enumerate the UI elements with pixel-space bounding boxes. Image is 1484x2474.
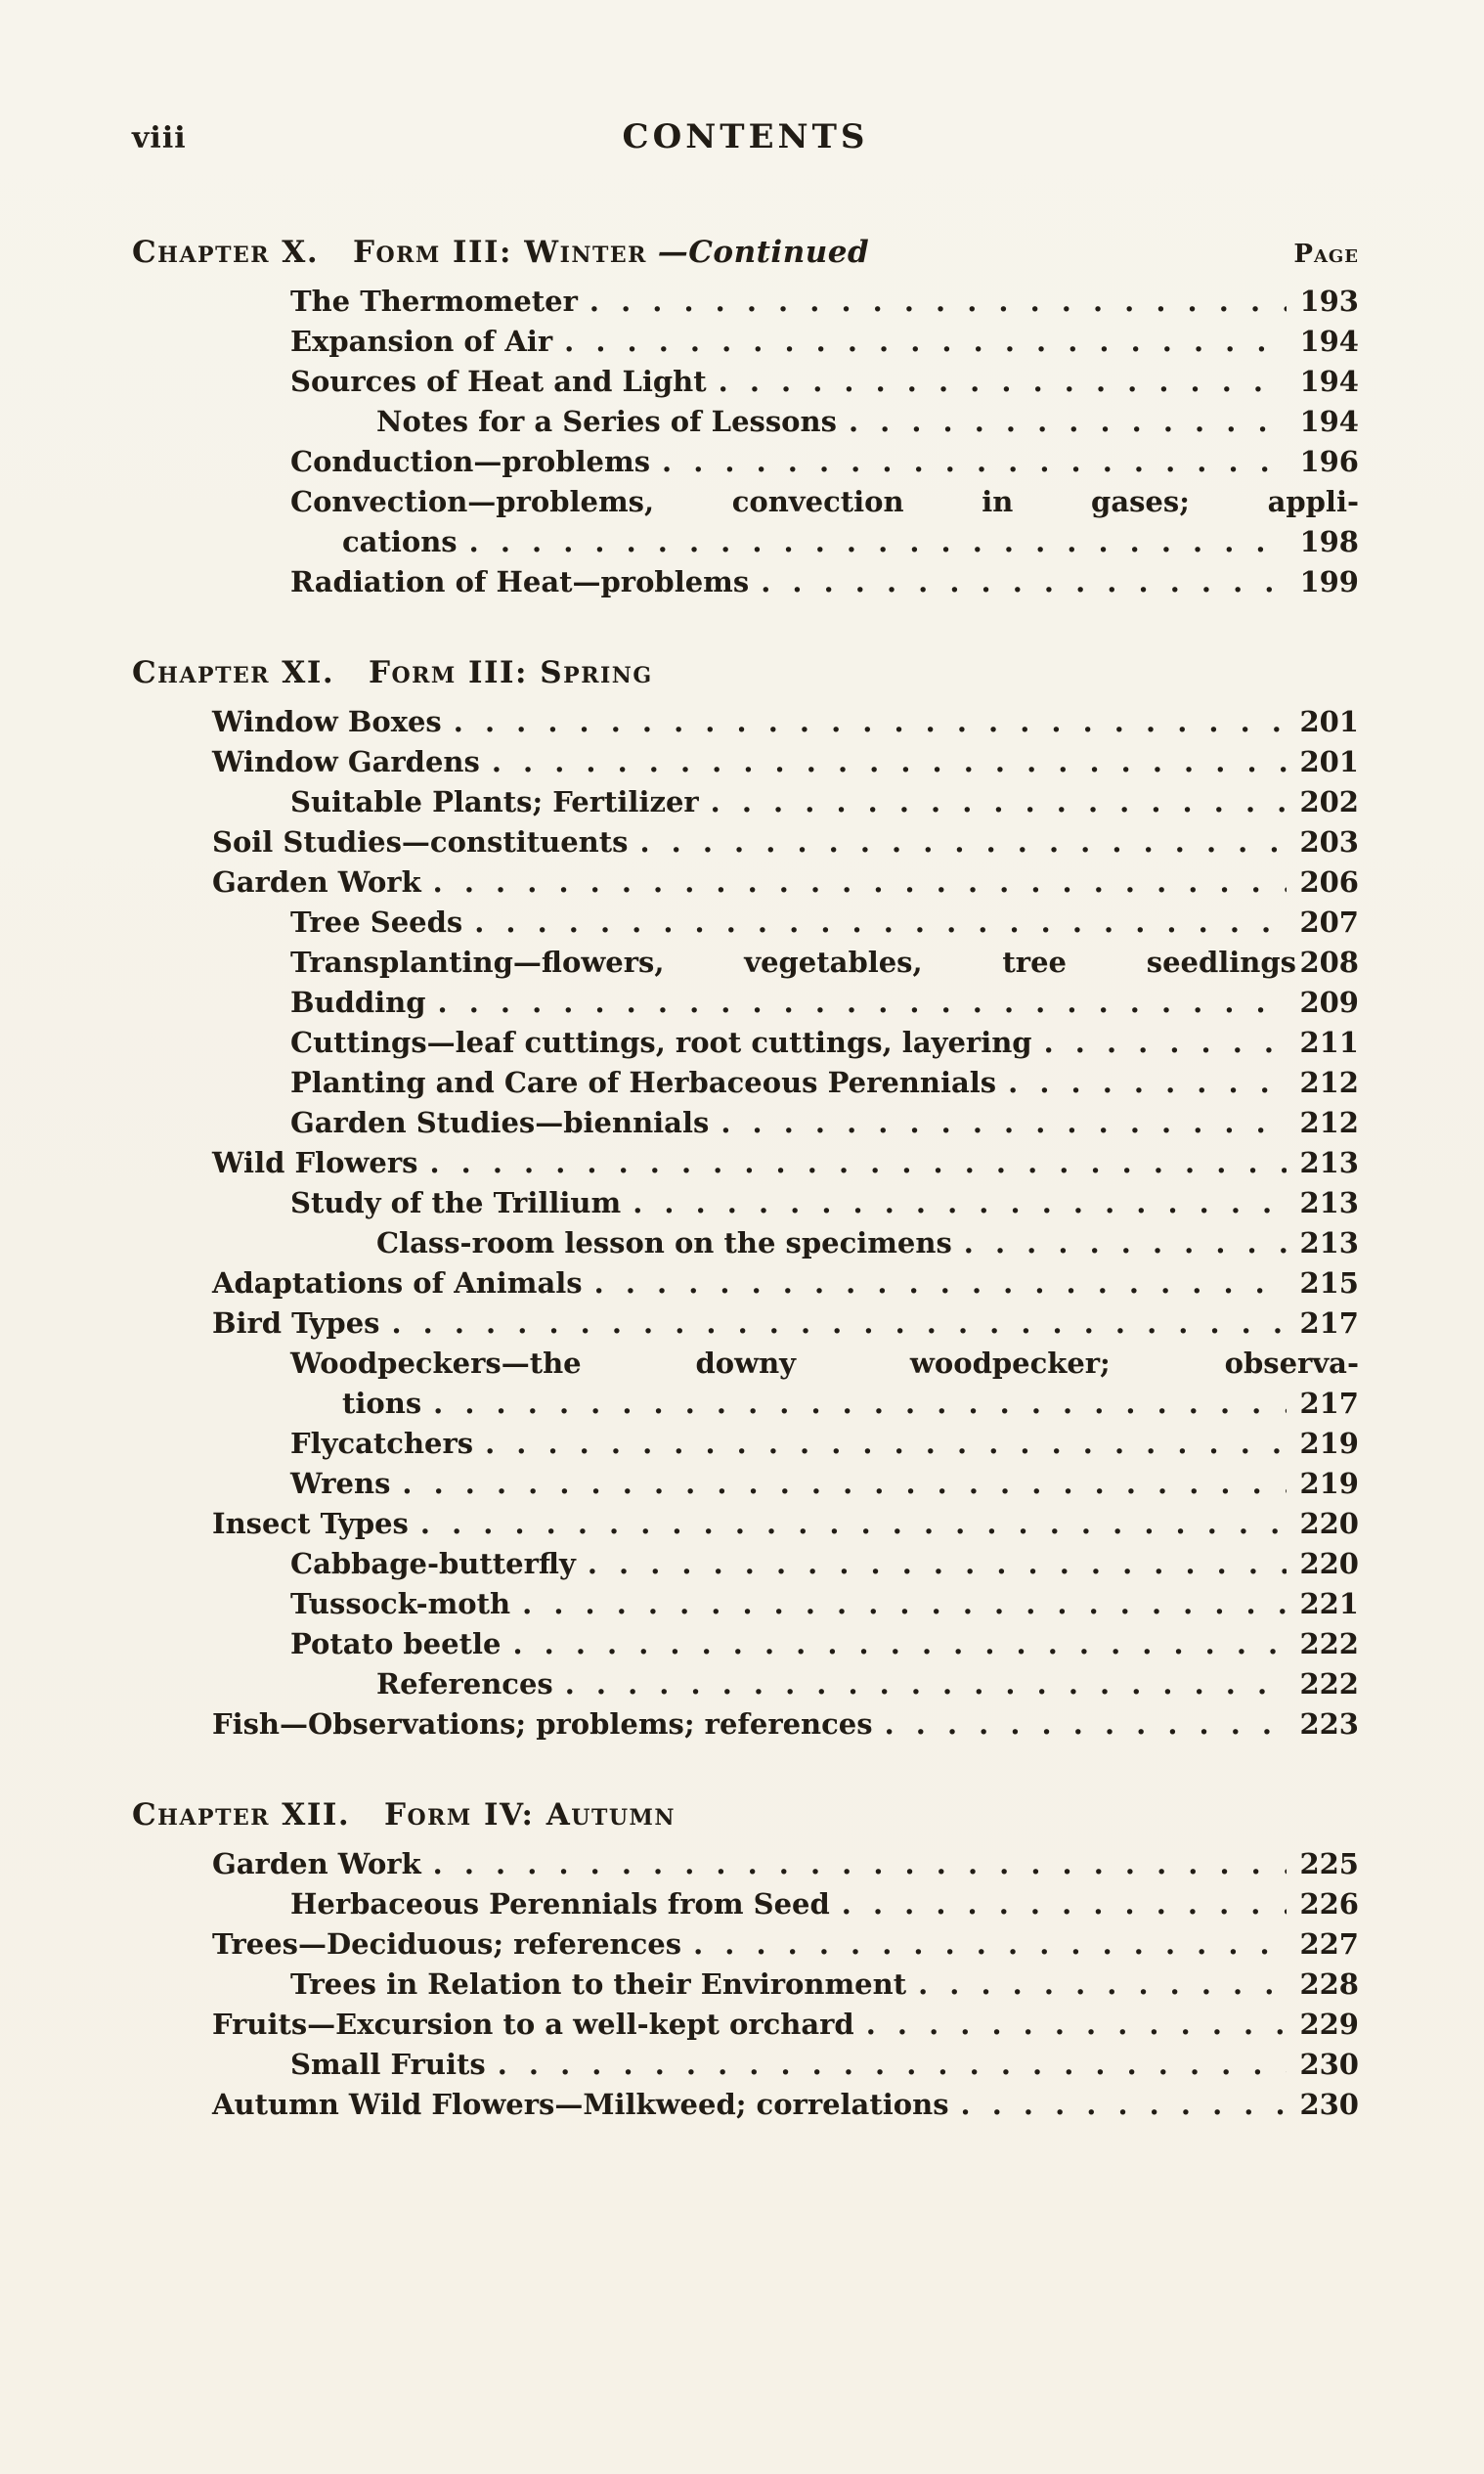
toc-entry-page: 226 [1299,1887,1359,1921]
dot-leader [761,562,1287,602]
toc-entry [132,1183,1359,1223]
toc-entry [132,782,1359,822]
toc-entry-text: tions [342,1387,422,1420]
dot-leader [402,1464,1287,1504]
toc-entry-page: 209 [1299,986,1359,1019]
toc-entry [132,822,1359,862]
dot-leader [429,1143,1287,1183]
toc-entry-text: References [376,1667,553,1701]
toc-entry-text: Transplanting—flowers, vegetables, tree seedlings [290,946,1296,979]
toc-entry-page: 230 [1299,2048,1359,2081]
toc-entry-page: 201 [1299,745,1359,778]
toc-entry-text: Study of the Trillium [290,1186,622,1219]
dot-leader [438,983,1287,1023]
toc-entry-page: 219 [1299,1427,1359,1460]
dot-leader [885,1704,1287,1745]
dot-leader [433,1384,1287,1424]
dot-leader [454,702,1287,742]
toc-entry [132,1143,1359,1183]
dot-leader [498,2045,1287,2085]
chapter-label: Chapter XII. [132,1797,351,1833]
toc-entry-page: 213 [1299,1146,1359,1179]
toc-entry [132,2085,1359,2125]
toc-entry [132,1303,1359,1344]
toc-entry-page: 229 [1299,2008,1359,2041]
toc-entry [132,903,1359,943]
toc-entry-text: Insect Types [212,1507,409,1540]
toc-section [132,1797,1359,2125]
toc-entry [132,1344,1359,1384]
toc-entry [132,522,1359,562]
toc-entry [132,1464,1359,1504]
dot-leader [492,742,1287,782]
toc-entry-text: Expansion of Air [290,325,553,358]
toc-entry-page: 212 [1299,1106,1359,1139]
toc-entry-text: Garden Work [212,865,421,899]
toc-entry [132,1704,1359,1745]
toc-entry-page: 208 [1299,946,1359,979]
toc-entry-text: Class-room lesson on the specimens [376,1226,952,1259]
toc-entry-text: Wrens [290,1467,391,1500]
section-heading [132,235,1359,270]
toc-entry-page: 221 [1299,1587,1359,1620]
toc-entry-text: Suitable Plants; Fertilizer [290,785,699,818]
chapter-heading [132,1797,676,1833]
toc-entry [132,702,1359,742]
toc-entry [132,482,1359,522]
section-heading [132,1797,1359,1833]
toc-entry-page: 222 [1299,1667,1359,1701]
toc-entry-page: 220 [1299,1547,1359,1580]
dot-leader [849,402,1287,442]
toc-entry [132,2045,1359,2085]
toc-entry-page: 213 [1299,1226,1359,1259]
dot-leader [594,1263,1287,1303]
toc-entry [132,1384,1359,1424]
toc-entry-text: Trees in Relation to their Environment [290,1967,907,2001]
entry-list [132,1844,1359,2125]
chapter-form: Form III: Spring [368,655,653,690]
toc-entry [132,1544,1359,1584]
toc-entry-page: 227 [1299,1927,1359,1961]
dot-leader [565,1664,1287,1704]
toc-entry-page: 220 [1299,1507,1359,1540]
toc-entry [132,442,1359,482]
toc-entry [132,1844,1359,1884]
toc-entry-text: Notes for a Series of Lessons [376,405,837,438]
toc-entry-page: 228 [1299,1967,1359,2001]
toc-section [132,235,1359,602]
toc-entry [132,2005,1359,2045]
toc-entry [132,1624,1359,1664]
toc-entry [132,1965,1359,2005]
toc-entry-text: Adaptations of Animals [212,1266,583,1300]
toc-entry [132,1063,1359,1103]
toc-section [132,655,1359,1745]
toc-entry [132,1884,1359,1924]
dot-leader [693,1924,1287,1965]
dot-leader [918,1965,1287,2005]
dot-leader [842,1884,1287,1924]
toc-entry [132,402,1359,442]
running-header [132,117,1359,156]
toc-entry-page: 206 [1299,865,1359,899]
dot-leader [469,522,1287,562]
toc-entry [132,1263,1359,1303]
dot-leader [433,862,1287,903]
toc-entry-text: Trees—Deciduous; references [212,1927,682,1961]
toc-entry [132,983,1359,1023]
dot-leader [588,1544,1287,1584]
toc-entry-text: Tussock-moth [290,1587,511,1620]
toc-entry-page: 212 [1299,1066,1359,1099]
toc-sections [132,235,1359,2125]
toc-entry [132,362,1359,402]
toc-entry-text: Window Boxes [212,705,442,738]
dot-leader [961,2085,1287,2125]
toc-entry [132,1584,1359,1624]
dot-leader [719,362,1287,402]
dot-leader [662,442,1287,482]
toc-entry [132,282,1359,322]
chapter-label: Chapter X. [132,235,320,270]
dot-leader [720,1103,1287,1143]
toc-entry-page: 193 [1299,285,1359,318]
toc-entry-page: 194 [1299,325,1359,358]
chapter-form: Form III: Winter [352,235,647,270]
toc-entry [132,562,1359,602]
toc-entry [132,862,1359,903]
toc-entry-text: The Thermometer [290,285,578,318]
toc-entry-page: 211 [1299,1026,1359,1059]
toc-entry-text: Budding [290,986,426,1019]
chapter-form: Form IV: Autumn [383,1797,676,1833]
toc-entry-text: Conduction—problems [290,445,651,478]
toc-entry [132,742,1359,782]
toc-entry [132,1664,1359,1704]
toc-entry-page: 215 [1299,1266,1359,1300]
dot-leader [866,2005,1287,2045]
toc-entry [132,1023,1359,1063]
toc-entry-page: 223 [1299,1707,1359,1741]
toc-entry-page: 207 [1299,906,1359,939]
toc-entry-text: Garden Studies—biennials [290,1106,710,1139]
toc-entry-text: Bird Types [212,1306,380,1340]
toc-entry-text: Convection—problems, convection in gases; appli- [290,485,1359,518]
toc-entry [132,1924,1359,1965]
page-column-label: Page [1293,240,1359,269]
toc-entry-text: Autumn Wild Flowers—Milkweed; correlations [212,2088,949,2121]
toc-entry-page: 219 [1299,1467,1359,1500]
toc-entry-text: Tree Seeds [290,906,463,939]
page-title: CONTENTS [622,117,869,156]
toc-entry [132,1504,1359,1544]
toc-entry-text: cations [342,525,458,558]
toc-entry-text: Garden Work [212,1847,421,1880]
toc-entry-page: 230 [1299,2088,1359,2121]
toc-entry-page: 217 [1299,1306,1359,1340]
entry-list [132,282,1359,602]
dot-leader [633,1183,1287,1223]
toc-entry-page: 194 [1299,365,1359,398]
toc-entry-text: Wild Flowers [212,1146,418,1179]
dot-leader [512,1624,1287,1664]
dot-leader [1008,1063,1287,1103]
dot-leader [639,822,1287,862]
toc-entry [132,1223,1359,1263]
toc-entry-page: 198 [1299,525,1359,558]
toc-entry-page: 194 [1299,405,1359,438]
dot-leader [485,1424,1287,1464]
chapter-continued: —Continued [657,235,870,270]
toc-entry-page: 199 [1299,565,1359,598]
chapter-heading [132,235,869,270]
toc-entry-text: Cuttings—leaf cuttings, root cuttings, layering [290,1026,1032,1059]
toc-entry-page: 196 [1299,445,1359,478]
dot-leader [589,282,1287,322]
toc-entry-text: Window Gardens [212,745,480,778]
dot-leader [420,1504,1287,1544]
toc-entry-text: Woodpeckers—the downy woodpecker; observa- [290,1347,1359,1380]
toc-entry-page: 225 [1299,1847,1359,1880]
toc-entry-page: 201 [1299,705,1359,738]
toc-entry-page: 222 [1299,1627,1359,1660]
dot-leader [1044,1023,1287,1063]
toc-entry-text: Radiation of Heat—problems [290,565,750,598]
toc-entry [132,322,1359,362]
toc-entry-text: Soil Studies—constituents [212,825,629,859]
dot-leader [391,1303,1287,1344]
dot-leader [711,782,1287,822]
toc-entry-page: 202 [1299,785,1359,818]
entry-list [132,702,1359,1745]
dot-leader [433,1844,1287,1884]
dot-leader [964,1223,1287,1263]
toc-entry-text: Potato beetle [290,1627,502,1660]
toc-entry [132,1103,1359,1143]
toc-entry-text: Cabbage-butterfly [290,1547,576,1580]
dot-leader [474,903,1287,943]
dot-leader [564,322,1287,362]
toc-entry-text: Flycatchers [290,1427,474,1460]
toc-entry-text: Small Fruits [290,2048,486,2081]
toc-entry-page: 213 [1299,1186,1359,1219]
toc-entry-text: Herbaceous Perennials from Seed [290,1887,830,1921]
section-heading [132,655,1359,690]
chapter-heading [132,655,653,690]
toc-entry-page: 203 [1299,825,1359,859]
toc-entry-page: 217 [1299,1387,1359,1420]
toc-entry-text: Planting and Care of Herbaceous Perennials [290,1066,997,1099]
dot-leader [522,1584,1287,1624]
toc-entry-text: Fish—Observations; problems; references [212,1707,873,1741]
chapter-label: Chapter XI. [132,655,335,690]
toc-entry-text: Fruits—Excursion to a well-kept orchard [212,2008,854,2041]
toc-entry-text: Sources of Heat and Light [290,365,707,398]
toc-entry [132,943,1359,983]
toc-entry [132,1424,1359,1464]
folio-number: viii [132,121,187,155]
